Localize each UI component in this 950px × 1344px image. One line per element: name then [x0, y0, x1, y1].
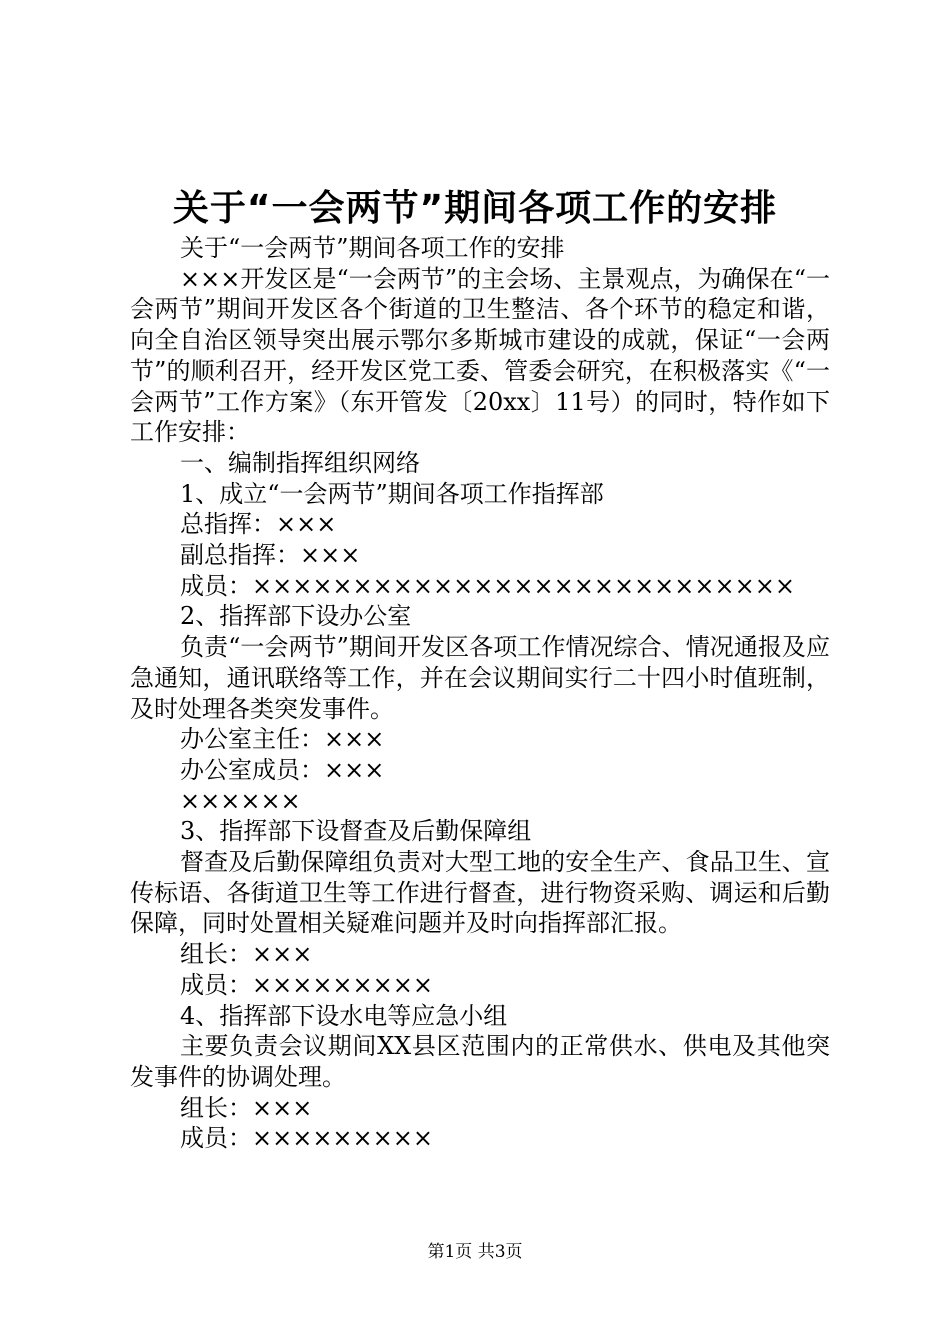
- paragraph: 办公室成员：×××: [180, 755, 385, 784]
- paragraph: 总指挥：×××: [180, 510, 337, 539]
- paragraph: 组长：×××: [180, 940, 313, 969]
- section-heading: 一、编制指挥组织网络: [180, 448, 420, 477]
- page-footer: 第1页 共3页: [427, 1242, 523, 1262]
- document-body: [130, 233, 830, 1154]
- subsection-heading: 3、指挥部下设督查及后勤保障组: [180, 817, 532, 846]
- paragraph: 关于“一会两节”期间各项工作的安排: [180, 234, 565, 262]
- paragraph: ××××××: [180, 786, 301, 815]
- subsection-heading: 4、指挥部下设水电等应急小组: [180, 1001, 508, 1030]
- paragraph: ×××开发区是“一会两节”的主会场、主景观点，为确保在“一会两节”期间开发区各个街道的卫生整洁、各个环节的稳定和谐，向全自治区领导突出展示鄂尔多斯城市建设的成就，保证“一会两节”的顺利召开，经开发区党工委、管委会研究，在积极落实《“一会两节”工作方案》（东开管发〔20xx〕11号）的同时，特作如下工作安排：: [130, 264, 830, 447]
- paragraph: 办公室主任：×××: [180, 725, 385, 754]
- paragraph: 组长：×××: [180, 1093, 313, 1122]
- paragraph: 成员：×××××××××: [180, 970, 433, 999]
- paragraph: 成员：×××××××××: [180, 1124, 433, 1153]
- paragraph: 督查及后勤保障组负责对大型工地的安全生产、食品卫生、宣传标语、各街道卫生等工作进行督查，进行物资采购、调运和后勤保障，同时处置相关疑难问题并及时向指挥部汇报。: [130, 848, 830, 938]
- subsection-heading: 2、指挥部下设办公室: [180, 602, 412, 631]
- subsection-heading: 1、成立“一会两节”期间各项工作指挥部: [180, 479, 604, 508]
- paragraph: 主要负责会议期间XX县区范围内的正常供水、供电及其他突发事件的协调处理。: [130, 1032, 830, 1091]
- paragraph: 副总指挥：×××: [180, 541, 361, 570]
- paragraph: 负责“一会两节”期间开发区各项工作情况综合、情况通报及应急通知，通讯联络等工作，并在会议期间实行二十四小时值班制，及时处理各类突发事件。: [130, 633, 830, 723]
- document-title: 关于“一会两节”期间各项工作的安排: [172, 188, 778, 229]
- paragraph: 成员：×××××××××××××××××××××××××××: [180, 571, 795, 600]
